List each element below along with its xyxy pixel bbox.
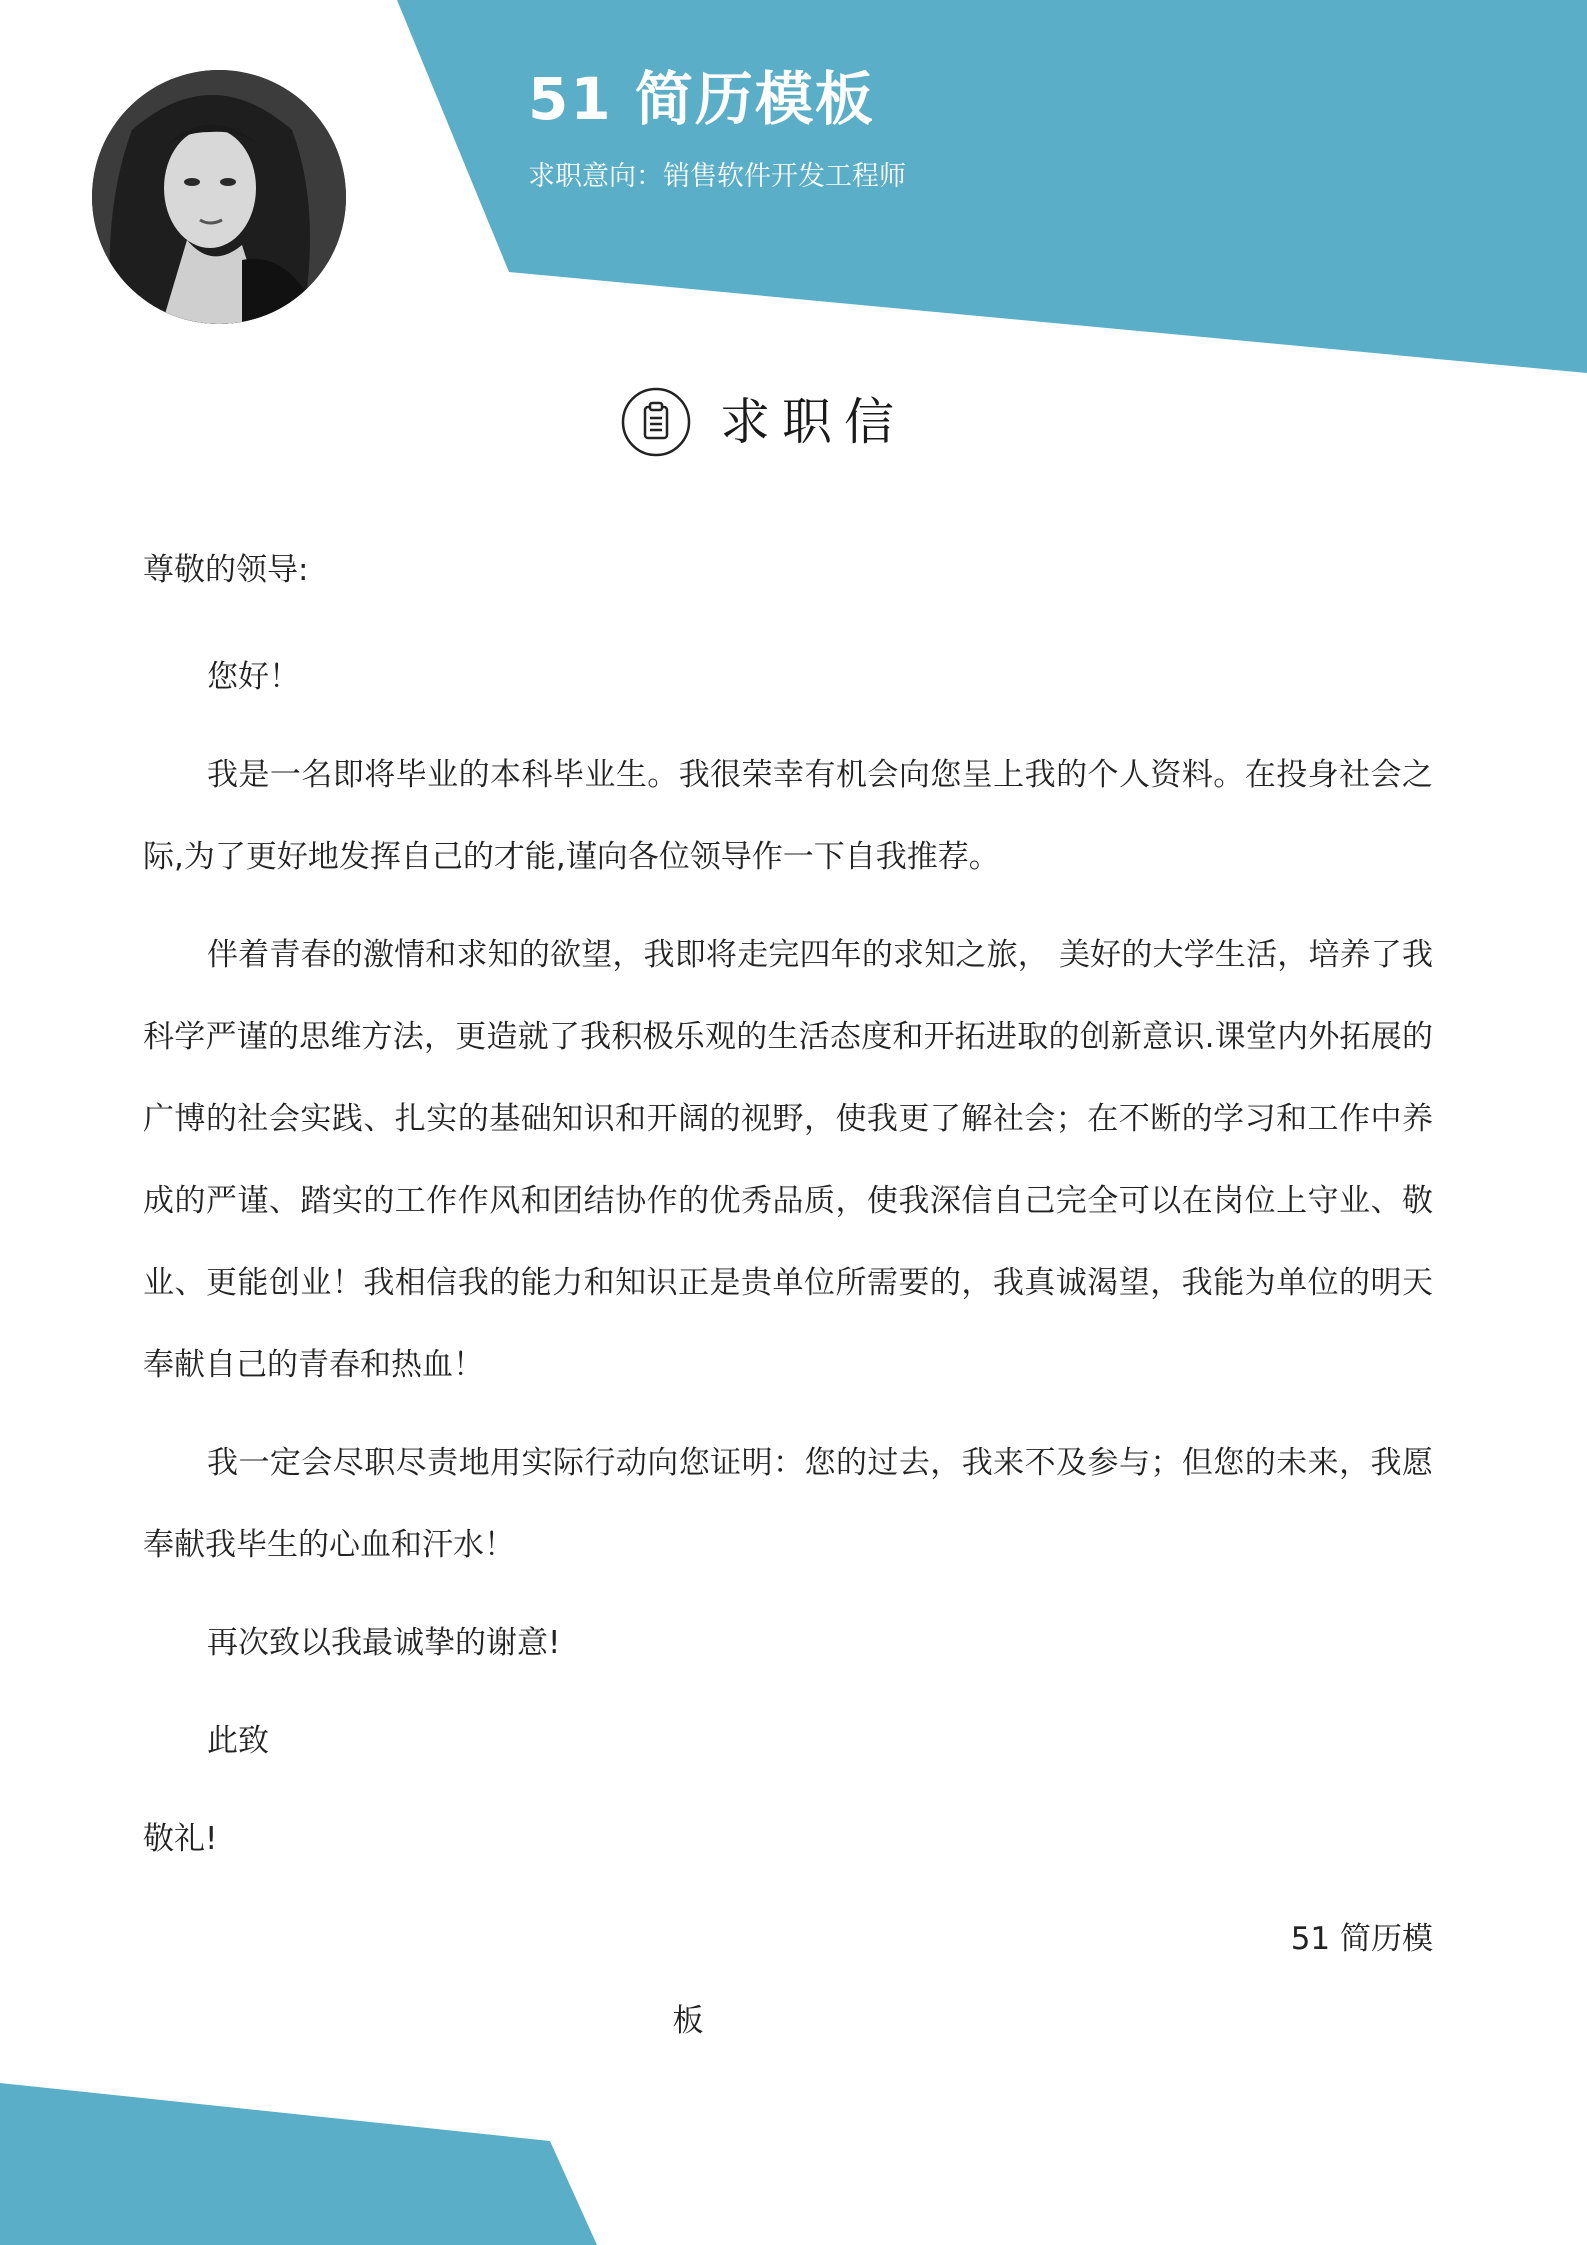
job-intent: 求职意向：销售软件开发工程师 xyxy=(528,161,906,192)
avatar xyxy=(92,70,346,324)
portrait-photo xyxy=(92,70,346,324)
footer-banner xyxy=(0,2083,597,2245)
letter-signature-tail: 板 xyxy=(672,2003,704,2039)
letter-signature: 51 简历模 xyxy=(1290,1921,1433,1957)
letter-thanks: 再次致以我最诚挚的谢意! xyxy=(207,1625,561,1661)
letter-greeting: 您好！ xyxy=(207,659,300,695)
section-heading xyxy=(620,386,906,458)
letter-salutation: 尊敬的领导: xyxy=(143,552,309,588)
letter-paragraph: 我一定会尽职尽责地用实际行动向您证明：您的过去，我来不及参与；但您的未来，我愿奉献我毕生的心血和汗水！ xyxy=(143,1445,1433,1563)
letter-closing: 敬礼! xyxy=(143,1821,218,1857)
clipboard-icon xyxy=(620,386,692,458)
cover-letter-body xyxy=(143,540,1433,2062)
candidate-name: 51 简历模板 xyxy=(528,65,875,133)
letter-regards-intro: 此致 xyxy=(207,1723,269,1759)
letter-paragraph: 我是一名即将毕业的本科毕业生。我很荣幸有机会向您呈上我的个人资料。在投身社会之际,为了更好地发挥自己的才能,谨向各位领导作一下自我推荐。 xyxy=(143,757,1433,875)
section-title: 求职信 xyxy=(720,393,906,451)
letter-paragraph: 伴着青春的激情和求知的欲望，我即将走完四年的求知之旅， 美好的大学生活，培养了我科学严谨的思维方法，更造就了我积极乐观的生活态度和开拓进取的创新意识.课堂内外拓展的广博的社会实践、扎实的基础知识和开阔的视野，使我更了解社会；在不断的学习和工作中养成的严谨、踏实的工作作风和团结协作的优秀品质，使我深信自己完全可以在岗位上守业、敬业、更能创业！我相信我的能力和知识正是贵单位所需要的，我真诚渴望，我能为单位的明天奉献自己的青春和热血！ xyxy=(143,937,1433,1383)
